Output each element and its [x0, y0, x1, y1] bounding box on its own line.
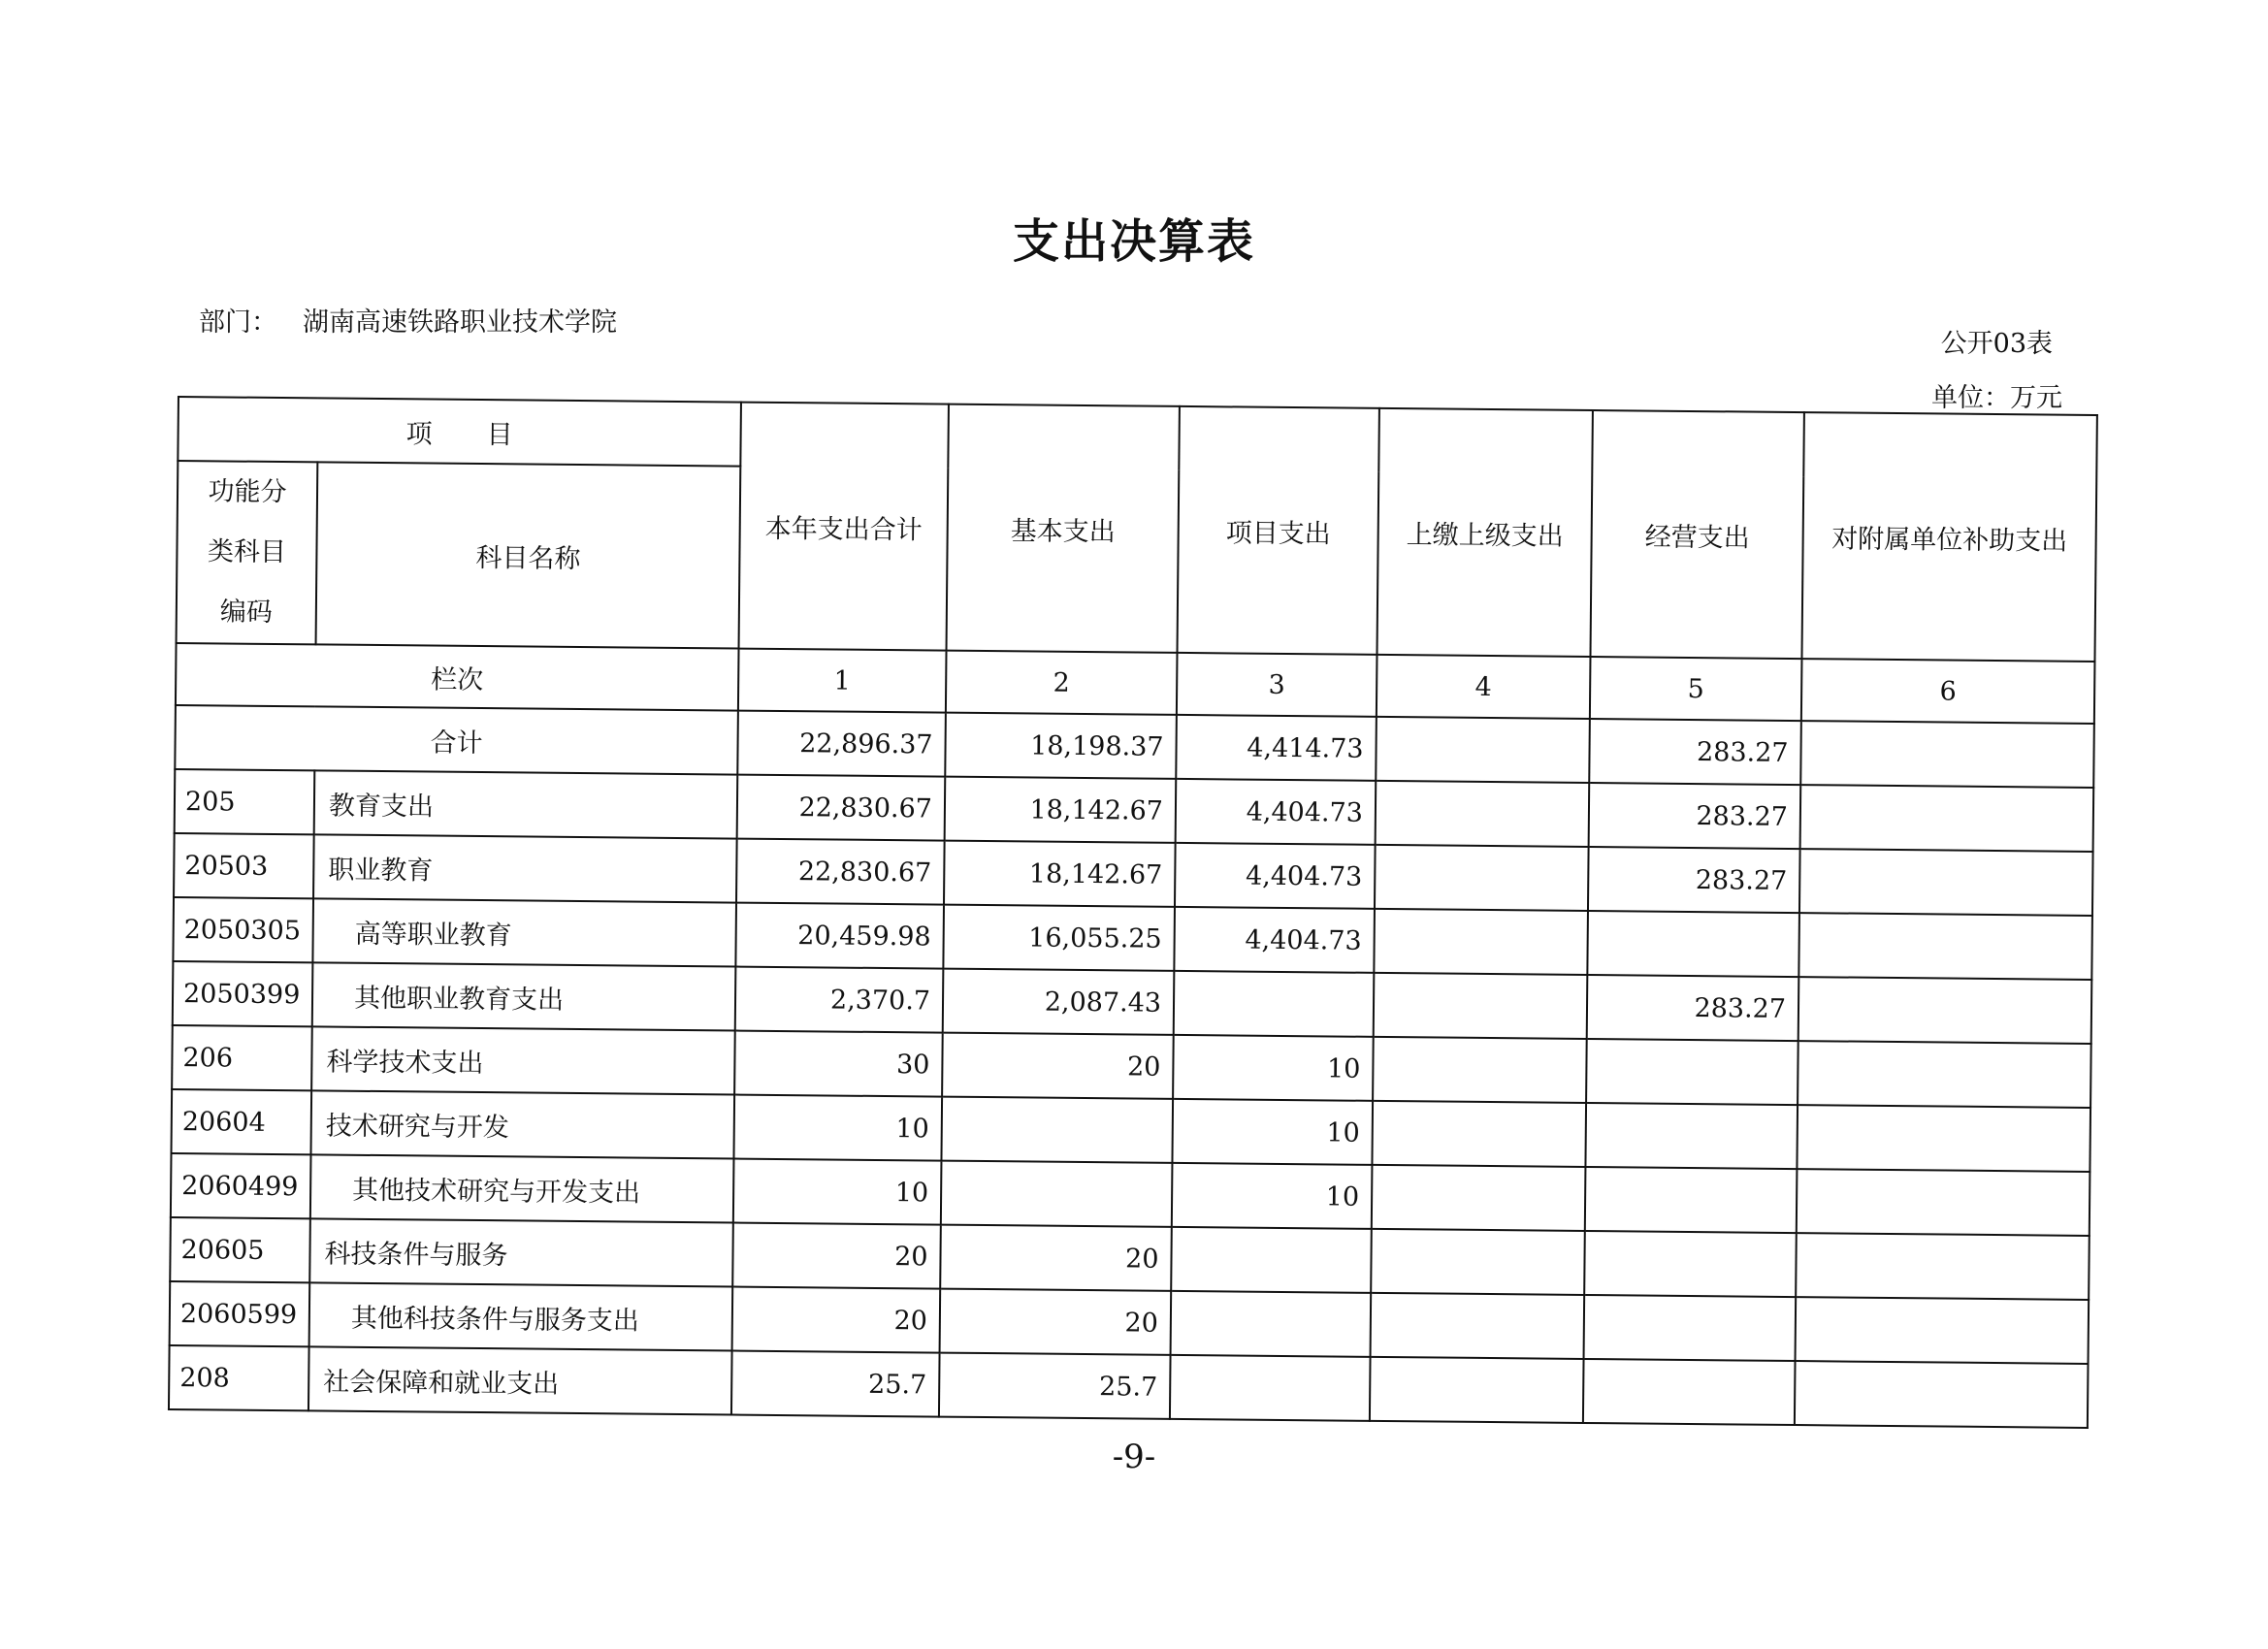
value-cell: 2,087.43 [943, 969, 1175, 1035]
total-cell [1800, 721, 2094, 788]
value-cell [1371, 1293, 1585, 1359]
value-cell: 283.27 [1587, 975, 1799, 1041]
value-cell [1586, 1039, 1798, 1105]
value-cell: 10 [733, 1095, 942, 1161]
column-number: 3 [1177, 653, 1377, 717]
item-header-left: 项 [405, 418, 433, 450]
value-cell: 20 [732, 1223, 941, 1289]
subject-name: 科学技术支出 [311, 1026, 735, 1094]
value-cell: 4,404.73 [1175, 843, 1376, 909]
column-header-2: 基本支出 [947, 404, 1180, 653]
code-header-line-2: 类科目 [207, 536, 287, 568]
department-name: 湖南高速铁路职业技术学院 [303, 307, 617, 338]
value-cell [1800, 785, 2094, 852]
total-cell: 22,896.37 [737, 711, 946, 777]
value-cell [1375, 845, 1589, 911]
value-cell [1796, 1233, 2090, 1300]
value-cell: 25.7 [939, 1353, 1171, 1419]
column-number: 2 [946, 651, 1178, 715]
value-cell [941, 1161, 1173, 1227]
value-cell: 20 [940, 1225, 1172, 1291]
value-cell: 30 [734, 1031, 943, 1097]
subject-code: 20605 [170, 1217, 310, 1282]
value-cell [1797, 1105, 2090, 1172]
code-header-line-3: 编码 [219, 597, 274, 628]
value-cell [1798, 977, 2092, 1044]
value-cell [1170, 1355, 1371, 1421]
value-cell [1585, 1103, 1798, 1169]
subject-code: 2050399 [173, 961, 313, 1026]
value-cell [941, 1097, 1173, 1163]
subject-name: 技术研究与开发 [310, 1090, 734, 1158]
value-cell [1584, 1295, 1797, 1361]
subject-code: 2060599 [170, 1281, 310, 1346]
value-cell [1376, 781, 1590, 847]
value-cell [1587, 911, 1799, 977]
value-cell [1371, 1229, 1585, 1295]
column-number: 4 [1377, 655, 1591, 719]
total-cell: 18,198.37 [945, 713, 1177, 779]
value-cell: 10 [733, 1159, 942, 1225]
total-label: 合计 [175, 705, 738, 775]
column-header-4: 上缴上级支出 [1377, 408, 1592, 657]
value-cell [1372, 1165, 1586, 1231]
value-cell: 4,404.73 [1176, 779, 1377, 845]
subject-name: 职业教育 [313, 834, 737, 902]
value-cell: 2,370.7 [735, 967, 944, 1033]
subject-name: 其他职业教育支出 [312, 962, 736, 1030]
code-header-line-1: 功能分 [208, 476, 287, 508]
value-cell: 20 [732, 1287, 941, 1353]
value-cell [1372, 1101, 1586, 1167]
value-cell: 22,830.67 [736, 839, 945, 905]
page-title: 支出决算表 [1012, 214, 1255, 269]
department-label: 部门： [199, 307, 277, 338]
value-cell: 18,142.67 [944, 841, 1176, 907]
value-cell: 10 [1172, 1163, 1373, 1229]
department-line [199, 301, 617, 339]
value-cell: 20 [940, 1289, 1172, 1355]
form-number: 公开03表 [1940, 329, 2053, 359]
subject-code: 205 [175, 769, 315, 834]
value-cell [1585, 1167, 1798, 1233]
value-cell: 25.7 [731, 1351, 940, 1417]
value-cell [1796, 1297, 2090, 1364]
value-cell [1374, 909, 1588, 975]
value-cell [1797, 1169, 2090, 1236]
column-header-1: 本年支出合计 [739, 403, 949, 651]
column-header-6: 对附属单位补助支出 [1801, 412, 2096, 662]
column-header-5: 经营支出 [1590, 410, 1803, 659]
value-cell [1171, 1227, 1372, 1293]
column-number: 6 [1801, 659, 2095, 724]
value-cell [1799, 849, 2093, 916]
subject-code: 20604 [172, 1089, 312, 1154]
value-cell: 22,830.67 [737, 775, 946, 841]
subject-code: 2050305 [173, 897, 313, 962]
value-cell [1370, 1357, 1584, 1423]
total-cell: 283.27 [1589, 719, 1801, 785]
value-cell: 4,404.73 [1174, 907, 1375, 973]
value-cell [1171, 1291, 1372, 1357]
value-cell: 20 [942, 1033, 1174, 1099]
subject-code: 208 [169, 1345, 309, 1410]
value-cell: 10 [1172, 1099, 1373, 1165]
subject-name: 其他科技条件与服务支出 [309, 1282, 733, 1350]
value-cell: 283.27 [1589, 783, 1801, 849]
value-cell: 20,459.98 [735, 903, 944, 969]
total-cell: 4,414.73 [1176, 715, 1377, 781]
value-cell [1795, 1361, 2089, 1428]
item-header [178, 397, 741, 467]
value-cell: 16,055.25 [943, 905, 1175, 971]
unit-label: 单位：万元 [1931, 383, 2062, 413]
column-number: 5 [1590, 657, 1802, 721]
item-header-right: 目 [486, 419, 513, 450]
column-header-3: 项目支出 [1178, 406, 1379, 655]
value-cell [1583, 1359, 1796, 1425]
column-number: 1 [738, 649, 947, 713]
value-cell [1373, 1037, 1587, 1103]
subject-name: 其他技术研究与开发支出 [310, 1154, 734, 1222]
subject-code: 20503 [174, 833, 314, 898]
name-header: 科目名称 [316, 462, 741, 648]
code-header [177, 461, 318, 644]
value-cell: 10 [1173, 1035, 1374, 1101]
value-cell [1174, 971, 1375, 1037]
value-cell [1798, 1041, 2091, 1108]
total-cell [1376, 717, 1590, 783]
subject-code: 206 [172, 1025, 312, 1090]
value-cell [1584, 1231, 1797, 1297]
expenditure-table [168, 396, 2098, 1429]
subject-name: 科技条件与服务 [309, 1218, 733, 1286]
subject-code: 2060499 [171, 1153, 311, 1218]
value-cell: 283.27 [1588, 847, 1800, 913]
subject-name: 教育支出 [314, 770, 738, 838]
value-cell: 18,142.67 [945, 777, 1177, 843]
value-cell [1798, 913, 2092, 980]
subject-name: 社会保障和就业支出 [308, 1346, 732, 1414]
page-number: -9- [1112, 1438, 1156, 1476]
column-number-label: 栏次 [176, 643, 739, 711]
value-cell [1374, 973, 1588, 1039]
subject-name: 高等职业教育 [312, 898, 736, 966]
